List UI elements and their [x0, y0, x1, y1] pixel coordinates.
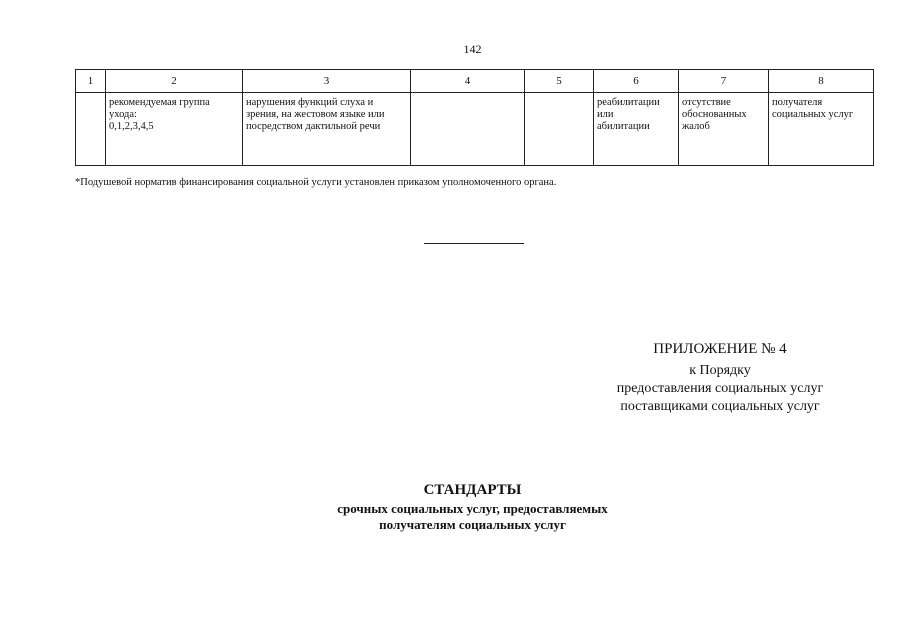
standards-subtitle-2: получателям социальных услуг	[379, 517, 566, 532]
table-cell-complaints: отсутствие обоснованных жалоб	[679, 93, 769, 166]
column-header-1: 1	[76, 70, 106, 93]
column-header-5: 5	[525, 70, 594, 93]
table-cell-4	[411, 93, 525, 166]
column-header-6: 6	[594, 70, 679, 93]
services-table	[75, 69, 874, 166]
column-header-8: 8	[769, 70, 874, 93]
standards-subtitle-1: срочных социальных услуг, предоставляемых	[337, 501, 608, 516]
separator-line	[424, 243, 524, 244]
table-cell-1	[76, 93, 106, 166]
appendix-line-2: предоставления социальных услуг	[616, 381, 824, 396]
column-header-7: 7	[679, 70, 769, 93]
appendix-title: ПРИЛОЖЕНИЕ № 4	[653, 341, 787, 357]
table-cell-rehabilitation: реабилитации или абилитации	[594, 93, 679, 166]
appendix-line-3: поставщиками социальных услуг	[620, 399, 820, 414]
appendix-line-1: к Порядку	[689, 363, 751, 378]
appendix-block	[580, 340, 860, 416]
column-header-2: 2	[106, 70, 243, 93]
table-cell-care-group: рекомендуемая группа ухода: 0,1,2,3,4,5	[106, 93, 243, 166]
footnote: *Подушевой норматив финансирования социальной услуги установлен приказом уполномоченного органа.	[75, 177, 557, 188]
table-header-row	[76, 70, 874, 93]
table-cell-5	[525, 93, 594, 166]
table-cell-recipient: получателя социальных услуг	[769, 93, 874, 166]
page-number: 142	[463, 42, 482, 56]
column-header-4: 4	[411, 70, 525, 93]
table-cell-impairments: нарушения функций слуха и зрения, на жестовом языке или посредством дактильной речи	[243, 93, 411, 166]
column-header-3: 3	[243, 70, 411, 93]
standards-heading	[270, 482, 675, 533]
table-row	[76, 93, 874, 166]
standards-title: СТАНДАРТЫ	[423, 482, 522, 498]
